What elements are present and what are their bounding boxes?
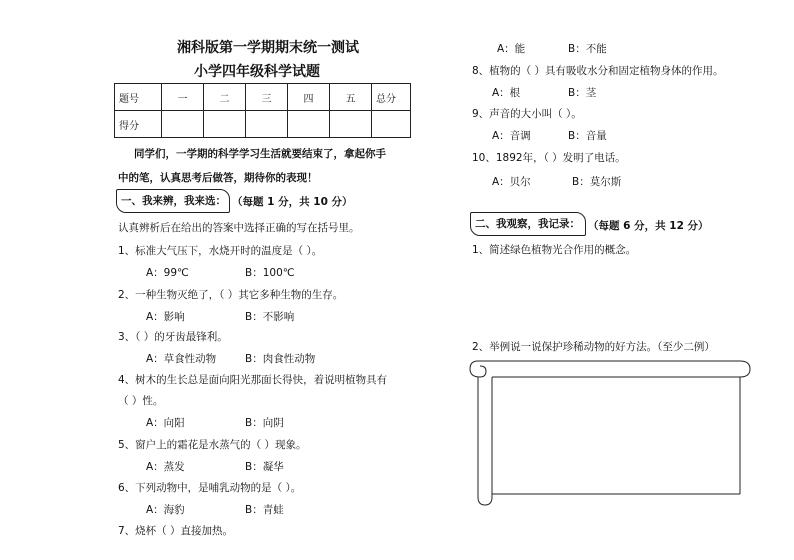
question-7: 7、烧杯（ ）直接加热。 [118, 525, 234, 537]
option-a[interactable]: A：向阳 [146, 417, 185, 429]
option-b[interactable]: B：音量 [568, 130, 607, 142]
score-cell[interactable] [330, 111, 372, 138]
option-b[interactable]: B：不能 [568, 43, 607, 55]
option-a[interactable]: A：海豹 [146, 504, 185, 516]
table-cell: 总分 [372, 84, 411, 111]
score-cell[interactable] [288, 111, 330, 138]
question-4: 4、树木的生长总是面向阳光那面长得快，着说明植物具有 [118, 374, 388, 386]
table-cell: 一 [162, 84, 204, 111]
table-cell: 五 [330, 84, 372, 111]
intro-line-2: 中的笔，认真思考后做答，期待你的表现！ [118, 172, 318, 184]
score-table [114, 83, 411, 138]
section-2-question-2: 2、举例说一说保护珍稀动物的好方法。（至少二例） [472, 341, 715, 353]
score-cell[interactable] [246, 111, 288, 138]
option-b[interactable]: B：青蛙 [245, 504, 284, 516]
section-2-question-1: 1、简述绿色植物光合作用的概念。 [472, 244, 637, 256]
question-2: 2、一种生物灭绝了，（ ）其它多种生物的生存。 [118, 289, 344, 301]
score-cell[interactable] [204, 111, 246, 138]
option-b[interactable]: B：凝华 [245, 461, 284, 473]
score-cell[interactable] [162, 111, 204, 138]
option-a[interactable]: A：99℃ [146, 267, 189, 279]
score-table-score-row [115, 111, 411, 138]
score-cell[interactable] [372, 111, 411, 138]
exam-title: 湘科版第一学期期末统一测试 [177, 40, 359, 56]
table-cell: 二 [204, 84, 246, 111]
option-a[interactable]: A：贝尔 [492, 176, 531, 188]
option-b[interactable]: B：肉食性动物 [245, 353, 316, 365]
table-cell: 得分 [115, 111, 162, 138]
option-b[interactable]: B：不影响 [245, 311, 295, 323]
option-b[interactable]: B：茎 [568, 87, 597, 99]
question-10: 10、1892年，（ ）发明了电话。 [472, 152, 626, 164]
question-1: 1、标准大气压下，水烧开时的温度是（ ）。 [118, 245, 323, 257]
option-b[interactable]: B：莫尔斯 [572, 176, 622, 188]
score-table-header-row [115, 84, 411, 111]
scroll-answer-frame[interactable] [468, 357, 758, 509]
option-b[interactable]: B：向阴 [245, 417, 284, 429]
section-2-label: 二、我观察，我记录： [470, 212, 586, 236]
option-b[interactable]: B：100℃ [245, 267, 295, 279]
section-1-instruction: 认真辨析后在给出的答案中选择正确的写在括号里。 [118, 222, 360, 234]
option-a[interactable]: A：蒸发 [146, 461, 185, 473]
option-a[interactable]: A：能 [497, 43, 526, 55]
table-cell: 题号 [115, 84, 162, 111]
section-1-points: （每题 1 分，共 10 分） [232, 196, 353, 208]
question-6: 6、下列动物中，是哺乳动物的是（ ）。 [118, 482, 302, 494]
question-9: 9、声音的大小叫（ ）。 [472, 108, 582, 120]
question-5: 5、窗户上的霜花是水蒸气的（ ）现象。 [118, 439, 307, 451]
option-a[interactable]: A：影响 [146, 311, 185, 323]
option-a[interactable]: A：根 [492, 87, 521, 99]
exam-subtitle: 小学四年级科学试题 [194, 64, 320, 80]
option-a[interactable]: A：音调 [492, 130, 531, 142]
question-4-continued: （ ）性。 [118, 395, 164, 407]
table-cell: 四 [288, 84, 330, 111]
option-a[interactable]: A：草食性动物 [146, 353, 217, 365]
table-cell: 三 [246, 84, 288, 111]
section-1-label: 一、我来辨，我来选： [116, 189, 230, 213]
question-8: 8、植物的（ ）具有吸收水分和固定植物身体的作用。 [472, 65, 724, 77]
intro-line-1: 同学们，一学期的科学学习生活就要结束了，拿起你手 [134, 148, 386, 160]
question-3: 3、（ ）的牙齿最锋利。 [118, 331, 228, 343]
section-2-points: （每题 6 分，共 12 分） [588, 220, 709, 232]
